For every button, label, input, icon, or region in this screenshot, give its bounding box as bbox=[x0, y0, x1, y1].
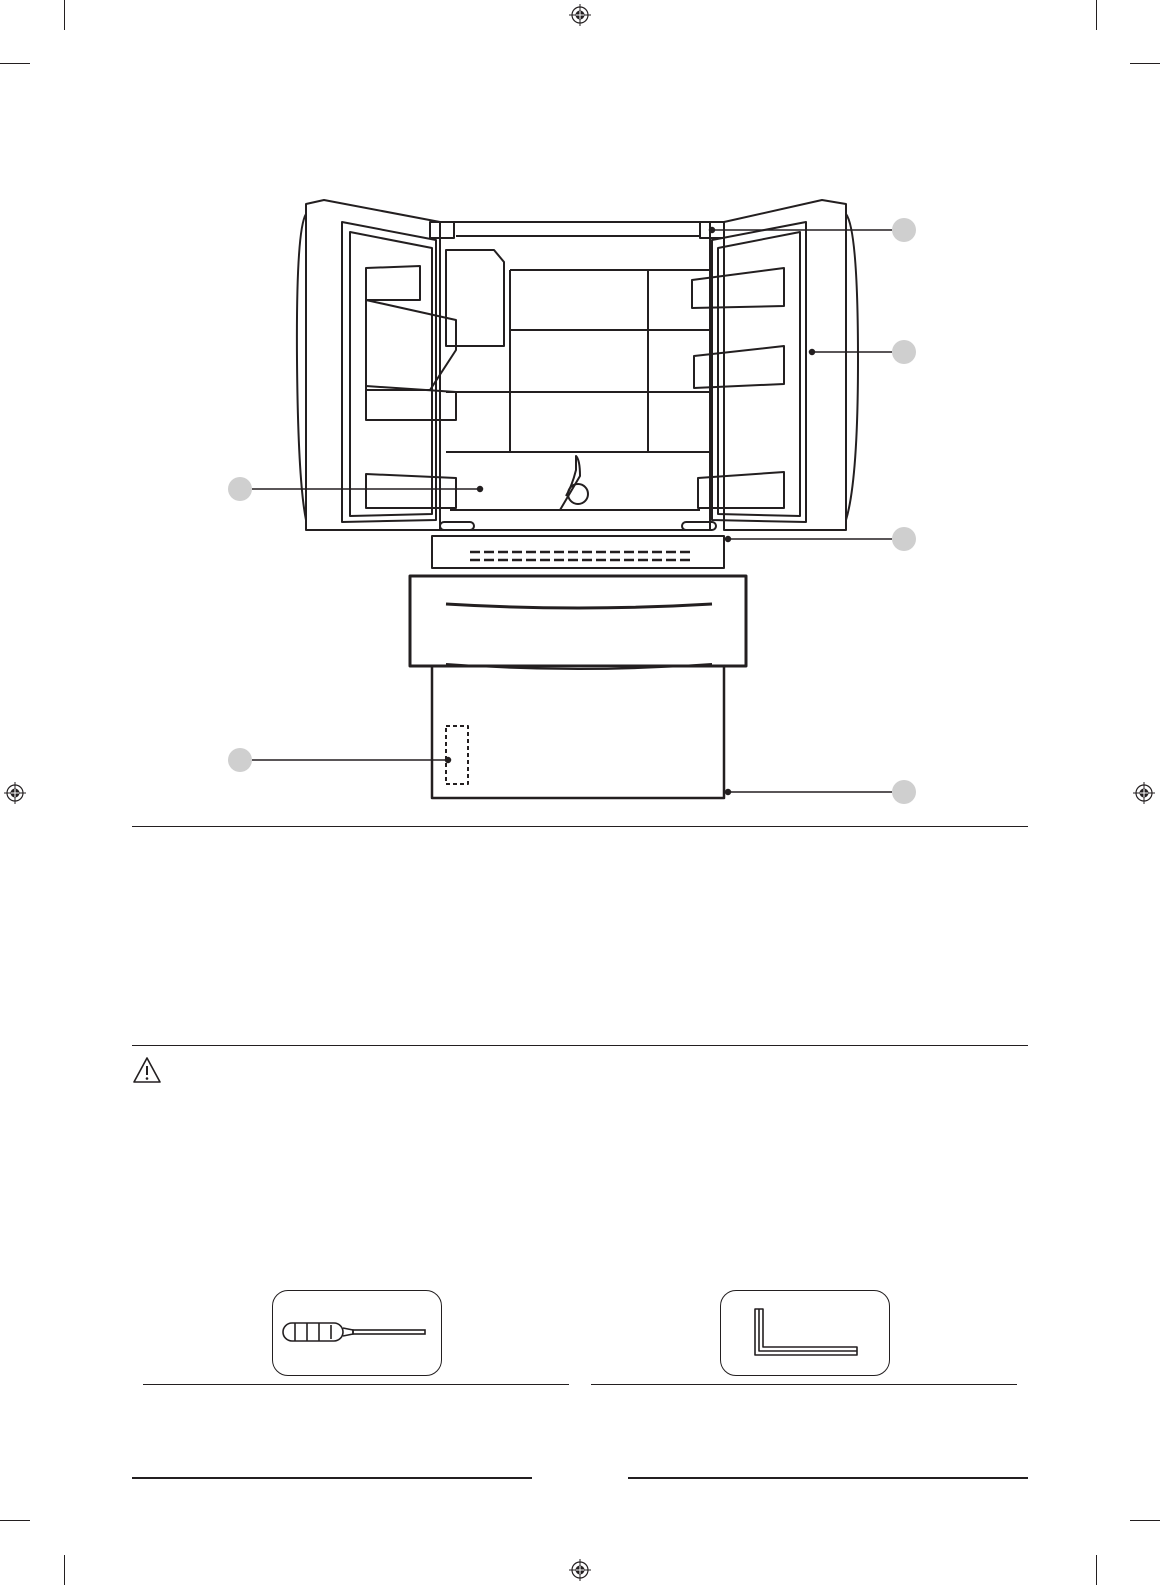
footer-rule-right bbox=[628, 1477, 1028, 1479]
registration-mark-bottom bbox=[569, 1559, 591, 1581]
callout-top-right bbox=[892, 218, 916, 242]
section-divider bbox=[132, 826, 1028, 827]
callout-left-upper bbox=[228, 477, 252, 501]
hex-key-icon bbox=[721, 1291, 889, 1375]
screwdriver-icon bbox=[273, 1291, 441, 1375]
callout-right-lower bbox=[892, 527, 916, 551]
tool-card-hex-key bbox=[720, 1290, 890, 1376]
callout-mid-right bbox=[892, 340, 916, 364]
tool-card-screwdriver bbox=[272, 1290, 442, 1376]
warning-triangle-icon bbox=[132, 1056, 162, 1084]
callout-bottom-right bbox=[892, 780, 916, 804]
callout-left-lower bbox=[228, 748, 252, 772]
tool-divider-right bbox=[591, 1384, 1017, 1385]
section-divider bbox=[132, 1045, 1028, 1046]
tool-divider-left bbox=[143, 1384, 569, 1385]
footer-rule-left bbox=[132, 1477, 532, 1479]
